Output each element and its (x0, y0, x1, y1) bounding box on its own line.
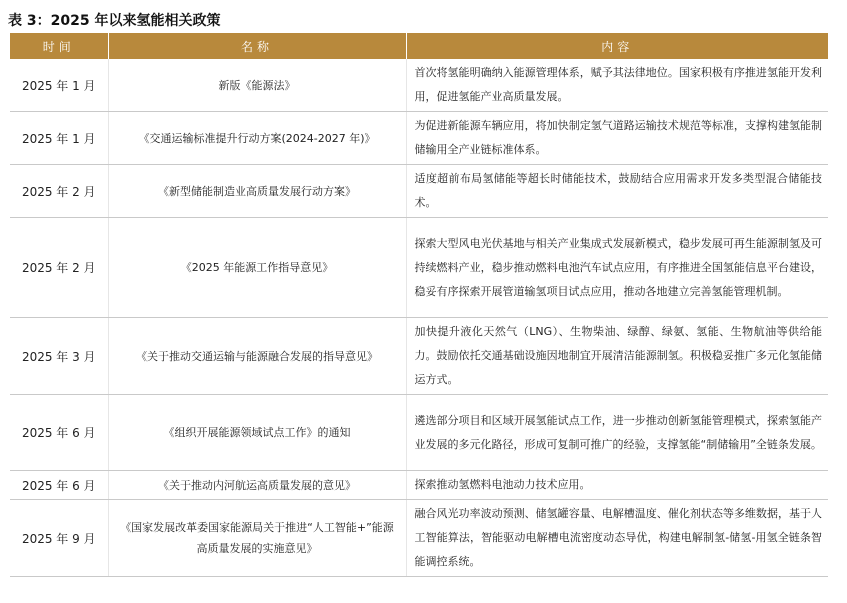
header-time: 时间 (10, 33, 108, 59)
header-name: 名称 (108, 33, 406, 59)
row-content: 融合风光功率波动预测、储氢罐容量、电解槽温度、催化剂状态等多维数据，基于人工智能算法，智能驱动电解槽电流密度动态导优，构建电解制氢-储氢-用氢全链条智能调控系统。 (406, 500, 828, 577)
row-policy-name: 《新型储能制造业高质量发展行动方案》 (108, 165, 406, 218)
row-policy-name: 《国家发展改革委国家能源局关于推进“人工智能+”能源高质量发展的实施意见》 (108, 500, 406, 577)
table-row (10, 318, 828, 395)
table-row (10, 500, 828, 577)
row-content: 适度超前布局氢储能等超长时储能技术，鼓励结合应用需求开发多类型混合储能技术。 (406, 165, 828, 218)
table-row (10, 165, 828, 218)
row-policy-name: 《关于推动交通运输与能源融合发展的指导意见》 (108, 318, 406, 395)
row-date: 2025 年 6 月 (10, 471, 108, 500)
table-caption: 表 3：2025 年以来氢能相关政策 (8, 13, 221, 29)
row-content: 探索大型风电光伏基地与相关产业集成式发展新模式，稳步发展可再生能源制氢及可持续燃料产业，稳步推动燃料电池汽车试点应用，有序推进全国氢能信息平台建设，稳妥有序探索开展管道输氢项目试点应用，推动各地建立完善氢能管理机制。 (406, 218, 828, 318)
table-row (10, 395, 828, 471)
table-row (10, 218, 828, 318)
row-content: 加快提升液化天然气（LNG）、生物柴油、绿醇、绿氨、氢能、生物航油等供给能力。鼓励依托交通基础设施因地制宜开展清洁能源制氢。积极稳妥推广多元化氢能储运方式。 (406, 318, 828, 395)
row-date: 2025 年 6 月 (10, 395, 108, 471)
row-content: 探索推动氢燃料电池动力技术应用。 (406, 471, 828, 500)
table-row (10, 112, 828, 165)
table-row (10, 471, 828, 500)
table-row (10, 59, 828, 112)
row-policy-name: 新版《能源法》 (108, 59, 406, 112)
row-content: 为促进新能源车辆应用，将加快制定氢气道路运输技术规范等标准，支撑构建氢能制储输用全产业链标准体系。 (406, 112, 828, 165)
row-date: 2025 年 2 月 (10, 165, 108, 218)
header-content: 内容 (406, 33, 828, 59)
policy-table (10, 33, 828, 577)
row-date: 2025 年 9 月 (10, 500, 108, 577)
row-policy-name: 《2025 年能源工作指导意见》 (108, 218, 406, 318)
row-policy-name: 《交通运输标准提升行动方案(2024-2027 年)》 (108, 112, 406, 165)
row-date: 2025 年 2 月 (10, 218, 108, 318)
table-header-row (10, 33, 828, 59)
row-policy-name: 《组织开展能源领域试点工作》的通知 (108, 395, 406, 471)
row-policy-name: 《关于推动内河航运高质量发展的意见》 (108, 471, 406, 500)
row-date: 2025 年 3 月 (10, 318, 108, 395)
row-date: 2025 年 1 月 (10, 59, 108, 112)
row-content: 遴选部分项目和区域开展氢能试点工作，进一步推动创新氢能管理模式，探索氢能产业发展的多元化路径，形成可复制可推广的经验，支撑氢能“制储输用”全链条发展。 (406, 395, 828, 471)
row-content: 首次将氢能明确纳入能源管理体系，赋予其法律地位。国家积极有序推进氢能开发利用，促进氢能产业高质量发展。 (406, 59, 828, 112)
row-date: 2025 年 1 月 (10, 112, 108, 165)
